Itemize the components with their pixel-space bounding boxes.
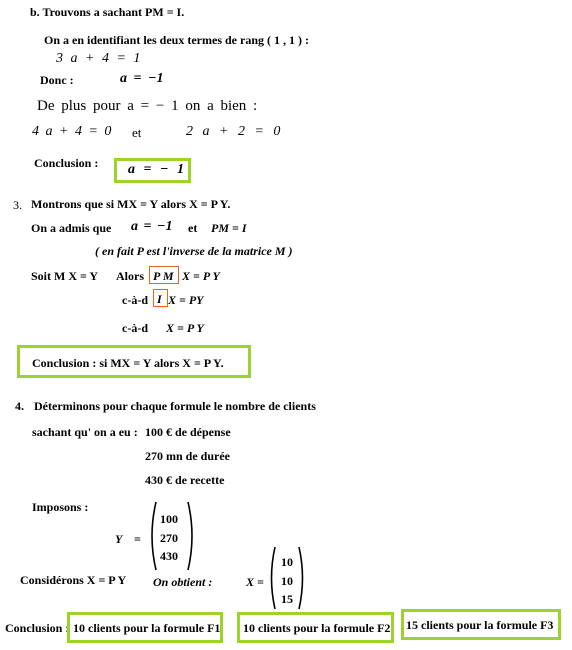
section-3-title: Montrons que si MX = Y alors X = P Y. <box>31 197 231 211</box>
considerons-label: Considérons X = P Y <box>20 573 127 587</box>
recette-value: 430 € de recette <box>145 473 225 487</box>
de-plus-line: De plus pour a = − 1 on a bien : <box>37 98 258 114</box>
duree-value: 270 mn de durée <box>145 449 230 463</box>
sachant-label: sachant qu' on a eu : <box>32 425 138 439</box>
equation-4a4: 4 a + 4 = 0 <box>32 124 112 139</box>
conclusion-b-label: Conclusion : <box>34 156 99 170</box>
result-f3: 15 clients pour la formule F3 <box>406 618 554 632</box>
section-4-title: Déterminons pour chaque formule le nombre de clients <box>34 399 316 413</box>
admis-eq1: a = −1 <box>131 219 173 234</box>
conclusion-b-value: a = − 1 <box>128 162 184 177</box>
donc-label: Donc : <box>40 73 74 87</box>
imposons-label: Imposons : <box>32 500 89 514</box>
admis-eq2: PM = I <box>211 221 247 235</box>
y-matrix-label: Y <box>115 532 123 546</box>
cad-label-1: c-à-d <box>122 293 148 307</box>
equation-3a4: 3 a + 4 = 1 <box>56 51 141 66</box>
x-value-2: 10 <box>281 574 293 588</box>
y-equals-sign: = <box>134 532 141 546</box>
section-4-number: 4. <box>15 399 24 413</box>
x-value-3: 15 <box>281 592 293 606</box>
alors-label: Alors <box>116 269 144 283</box>
depense-value: 100 € de dépense <box>145 425 231 439</box>
y-value-3: 430 <box>160 549 178 563</box>
y-value-2: 270 <box>160 531 178 545</box>
section-3-number: 3. <box>13 198 22 212</box>
x-eq-py-2: X = PY <box>168 293 204 307</box>
admis-et: et <box>188 221 198 235</box>
et-label: et <box>132 125 142 140</box>
equation-a-minus1: a = −1 <box>120 71 164 86</box>
identification-line: On a en identifiant les deux termes de rang ( 1 , 1 ) : <box>44 33 309 47</box>
equation-2a2: 2 a + 2 = 0 <box>186 124 281 139</box>
admis-label: On a admis que <box>31 221 112 235</box>
x-value-1: 10 <box>281 555 293 569</box>
soit-line: Soit M X = Y <box>31 269 99 283</box>
section-b-title: b. Trouvons a sachant PM = I. <box>30 5 185 19</box>
y-value-1: 100 <box>160 512 178 526</box>
result-f2: 10 clients pour la formule F2 <box>243 621 391 635</box>
x-matrix-label: X = <box>246 575 264 589</box>
obtient-label: On obtient : <box>153 575 213 589</box>
pm-text: P M <box>153 269 174 283</box>
x-eq-py: X = P Y <box>182 269 220 283</box>
x-eq-py-3: X = P Y <box>166 321 204 335</box>
inverse-note: ( en fait P est l'inverse de la matrice M ) <box>95 244 293 258</box>
conclusion-3-text: Conclusion : si MX = Y alors X = P Y. <box>32 356 224 370</box>
conclusion-4-label: Conclusion : <box>5 621 70 635</box>
cad-label-2: c-à-d <box>122 321 148 335</box>
result-f1: 10 clients pour la formule F1 <box>73 621 221 635</box>
identity-letter: I <box>157 292 162 306</box>
